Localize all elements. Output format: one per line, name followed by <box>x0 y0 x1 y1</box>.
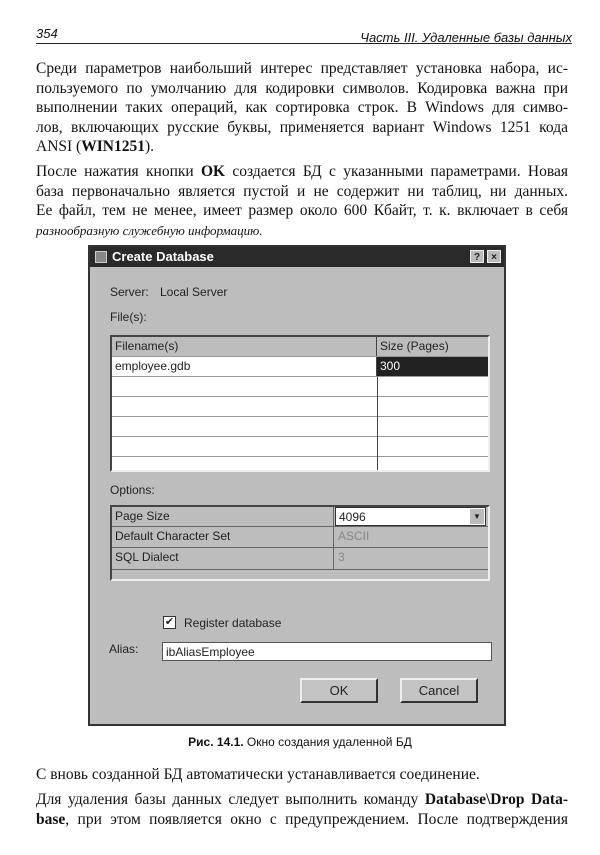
paragraph-1 <box>36 59 568 157</box>
option-row[interactable] <box>112 548 488 570</box>
text-line: С вновь созданной БД автоматически устанавливается соединение. <box>36 766 480 783</box>
option-value[interactable]: 3 <box>338 550 345 564</box>
ok-button[interactable]: OK <box>300 678 378 703</box>
option-name: Default Character Set <box>112 527 334 547</box>
option-row[interactable] <box>112 507 488 527</box>
register-checkbox[interactable]: ✔ <box>164 616 175 628</box>
options-label: Options: <box>110 483 155 497</box>
help-button[interactable]: ? <box>470 250 484 263</box>
text-line: лов, включающих русские буквы, применяется вариант Windows 1251 кода <box>36 118 568 136</box>
create-database-dialog <box>88 245 506 726</box>
option-value: 4096 <box>339 510 366 524</box>
close-button[interactable]: × <box>487 250 501 263</box>
option-name: Page Size <box>112 507 334 526</box>
alias-input[interactable] <box>162 642 492 661</box>
alias-value: ibAliasEmployee <box>166 645 255 659</box>
text-line: Среди параметров наибольший интерес представляет установка набора, ис- <box>36 60 568 77</box>
title-bar <box>90 247 504 267</box>
text-line: После нажатия кнопки OK создается БД с указанными параметрами. Новая <box>36 163 568 180</box>
paragraph-4 <box>36 790 568 829</box>
text-line: Для удаления базы данных следует выполнить команду Database\Drop Data- <box>36 791 569 808</box>
size-cell[interactable]: 300 <box>377 357 488 376</box>
column-header-size[interactable]: Size (Pages) <box>380 339 449 353</box>
server-value: Local Server <box>160 285 228 299</box>
running-header <box>36 24 572 44</box>
text-line: база первоначально является пустой и не содержит ни таблиц, ни данных. <box>36 182 568 200</box>
dialog-title: Create Database <box>112 249 214 264</box>
option-value[interactable]: ASCII <box>338 529 370 543</box>
server-label: Server: <box>110 285 149 299</box>
text-line: base, при этом появляется окно с предупреждением. После подтверждения <box>36 810 568 828</box>
files-header-row <box>112 337 488 357</box>
page-number: 354 <box>36 26 58 41</box>
option-row[interactable] <box>112 527 488 548</box>
chevron-down-icon[interactable]: ▼ <box>470 509 484 524</box>
paragraph-2 <box>36 162 568 240</box>
table-row[interactable] <box>112 357 488 377</box>
option-name: SQL Dialect <box>112 548 334 569</box>
filename-cell[interactable]: employee.gdb <box>112 357 377 376</box>
column-header-filename[interactable]: Filename(s) <box>112 337 377 356</box>
figure-caption: Рис. 14.1. Окно создания удаленной БД <box>188 735 412 749</box>
alias-label: Alias: <box>109 642 139 656</box>
files-label: File(s): <box>110 310 147 324</box>
paragraph-3 <box>36 765 568 785</box>
page-size-select[interactable] <box>335 507 486 526</box>
chapter-title: Часть III. Удаленные базы данных <box>360 30 572 45</box>
text-line: Ее файл, тем не менее, имеет размер около 600 Кбайт, т. к. включает в себя <box>36 202 568 220</box>
options-grid[interactable] <box>110 505 490 581</box>
text-line: ANSI (WIN1251). <box>36 138 154 156</box>
cancel-button[interactable]: Cancel <box>400 678 478 703</box>
text-line: выполнении таких операций, как сортировка строк. В Windows для симво- <box>36 99 568 117</box>
files-grid[interactable] <box>110 335 490 472</box>
app-icon <box>95 251 107 263</box>
register-label: Register database <box>184 616 282 630</box>
text-line: разнообразную служебную информацию. <box>36 222 263 238</box>
text-line: пользуемого по умолчанию для кодировки символов. Кодировка важна при <box>36 79 568 97</box>
